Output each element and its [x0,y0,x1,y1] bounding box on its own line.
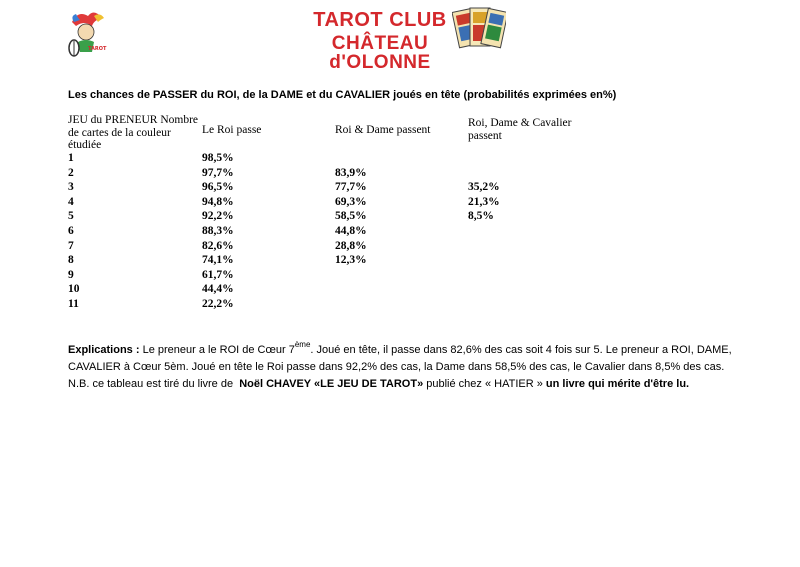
table-cell-count: 7 [68,239,74,252]
table-cell-count: 8 [68,254,74,267]
table-cell-count: 4 [68,195,74,208]
table-cell-value: 35,2% [468,181,500,194]
table-cell-count: 3 [68,181,74,194]
explanation-paragraph [68,342,748,376]
table-header-jeu [68,114,198,152]
nb-book-title: Noël CHAVEY «LE JEU DE TAROT» [239,378,424,390]
table-cell-value: 22,2% [202,298,234,310]
nb-paragraph [68,376,748,393]
table-cell-count: 10 [68,283,80,296]
table-cell-value: 92,2% [202,210,234,223]
explanation-text-2: . Joué en tête, il passe dans 82,6% des cas soit 4 fois sur 5. Le preneur a ROI, DAME, CAVALIER à Cœur 5èm. Joué en tête le Roi passe dans 92,2% des cas, la Dame dans 58,5% des cas, le Cavalier dans 8,5% des cas. [68,344,732,373]
explanation-text-1: Le preneur a le ROI de Cœur 7 [139,344,295,356]
table-cell-value: 8,5% [468,210,494,223]
explanations [68,342,748,393]
table-cell-value: 94,8% [202,195,234,208]
header-line: passent [468,129,502,142]
table-cell-value: 98,5% [202,152,234,164]
tarot-cards-icon [452,4,506,52]
header-line: étudiée [68,139,102,151]
table-cell-count: 6 [68,225,74,237]
header-line: de cartes de la couleur [68,126,171,139]
table-cell-value: 82,6% [202,239,234,252]
table-cell-value: 88,3% [202,225,234,237]
table-cell-value: 12,3% [335,254,367,267]
table-header-roi-dame-cavalier [468,117,571,142]
table-cell-value: 83,9% [335,166,367,179]
page-heading: Les chances de PASSER du ROI, de la DAME et du CAVALIER joués en tête (probabilités exprimées en%) [68,89,617,101]
tarot-cards-image [452,4,506,52]
table-cell-count: 2 [68,166,74,179]
table-cell-value: 21,3% [468,195,500,208]
logo-caption: TAROT [88,46,107,52]
table-cell-value: 61,7% [202,268,234,281]
table-cell-count: 11 [68,298,79,310]
club-title-line1: TAROT CLUB [313,9,447,31]
explanation-sup: ème [294,340,311,349]
table-cell-value: 96,5% [202,181,234,194]
table-cell-count: 1 [68,152,74,164]
club-logo [64,8,112,60]
table-cell-value: 77,7% [335,181,367,194]
table-cell-value: 69,3% [335,195,367,208]
table-cell-value: 74,1% [202,254,234,267]
header-line: Roi, Dame & Cavalier [468,117,572,129]
nb-text-1: N.B. ce tableau est tiré du livre de [68,378,237,390]
nb-recommendation: un livre qui mérite d'être lu. [545,378,690,390]
table-cell-value: 44,8% [335,225,367,237]
club-title-line2: CHÂTEAU d'OLONNE [329,33,431,73]
table-header-roi: Le Roi passe [202,124,262,136]
table-cell-value: 97,7% [202,166,234,179]
table-cell-count: 9 [68,268,74,281]
table-cell-value: 44,4% [202,283,234,296]
table-cell-value: 58,5% [335,210,367,223]
table-cell-count: 5 [68,210,74,223]
club-title [290,10,470,72]
table-cell-value: 28,8% [335,239,367,252]
header-line: JEU du PRENEUR Nombre [68,114,199,126]
nb-text-2: publié chez « HATIER » [423,378,546,390]
explanation-label: Explications : [68,344,140,356]
table-header-roi-dame: Roi & Dame passent [335,124,431,136]
jester-logo-icon [64,8,112,60]
